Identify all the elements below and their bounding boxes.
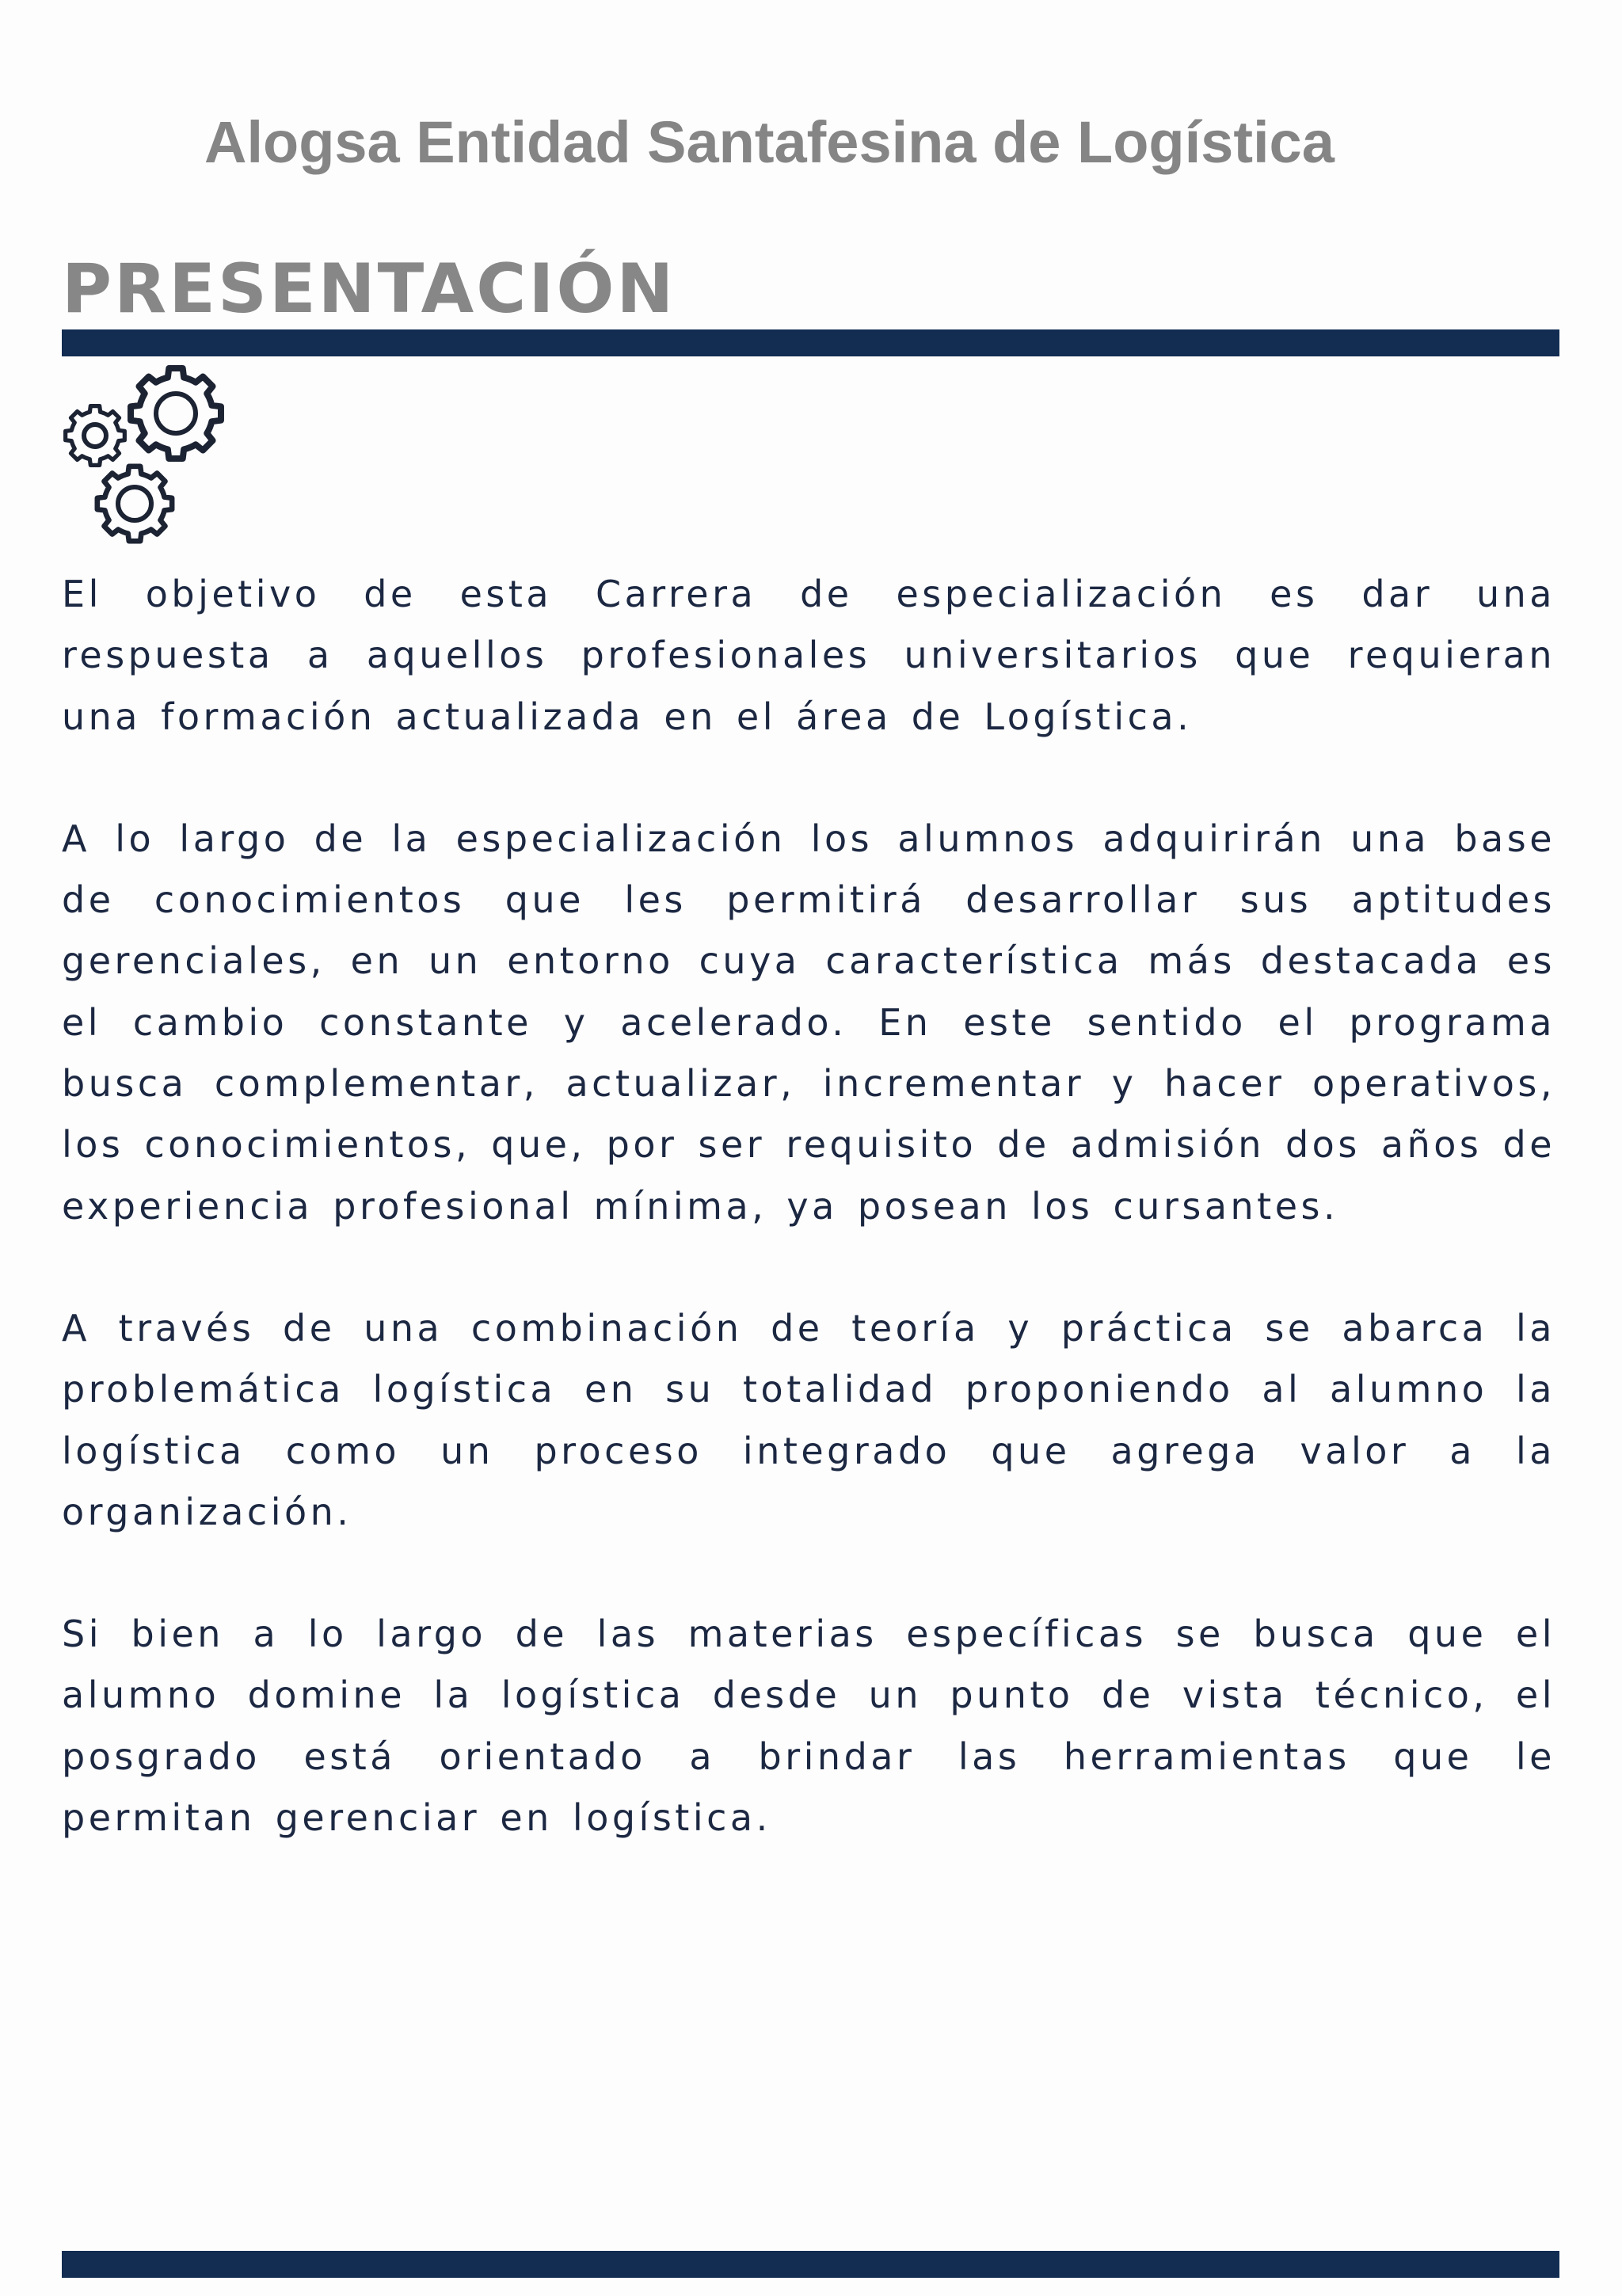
presentation-body: [62, 564, 1555, 1910]
paragraph-postgraduate: Si bien a lo largo de las materias específicas se busca que el alumno domine la logística desde un punto de vista técnico, el posgrado está orientado a brindar las herramientas que le permitan gerenciar en logística.: [62, 1613, 1555, 1840]
header-divider-bar: [62, 329, 1559, 356]
paragraph-theory-practice: A través de una combinación de teoría y práctica se abarca la problemática logística en su totalidad proponiendo al alumno la logística como un proceso integrado que agrega valor a la organización.: [62, 1306, 1555, 1533]
paragraph-specialization: A lo largo de la especialización los alumnos adquirirán una base de conocimientos que les permitirá desarrollar sus aptitudes gerenciales, en un entorno cuya característica más destacada es el cambio constante y acelerado. En este sentido el programa busca complementar, actualizar, incrementar y hacer operativos, los conocimientos, que, por ser requisito de admisión dos años de experiencia profesional mínima, ya posean los cursantes.: [62, 817, 1555, 1228]
organization-title: Alogsa Entidad Santafesina de Logística: [204, 109, 1335, 175]
gears-icon: [59, 361, 233, 550]
footer-divider-bar: [62, 2251, 1559, 2278]
paragraph-objective: El objetivo de esta Carrera de especialización es dar una respuesta a aquellos profesionales universitarios que requieran una formación actualizada en el área de Logística.: [62, 573, 1555, 738]
section-heading: PRESENTACIÓN: [62, 249, 676, 329]
